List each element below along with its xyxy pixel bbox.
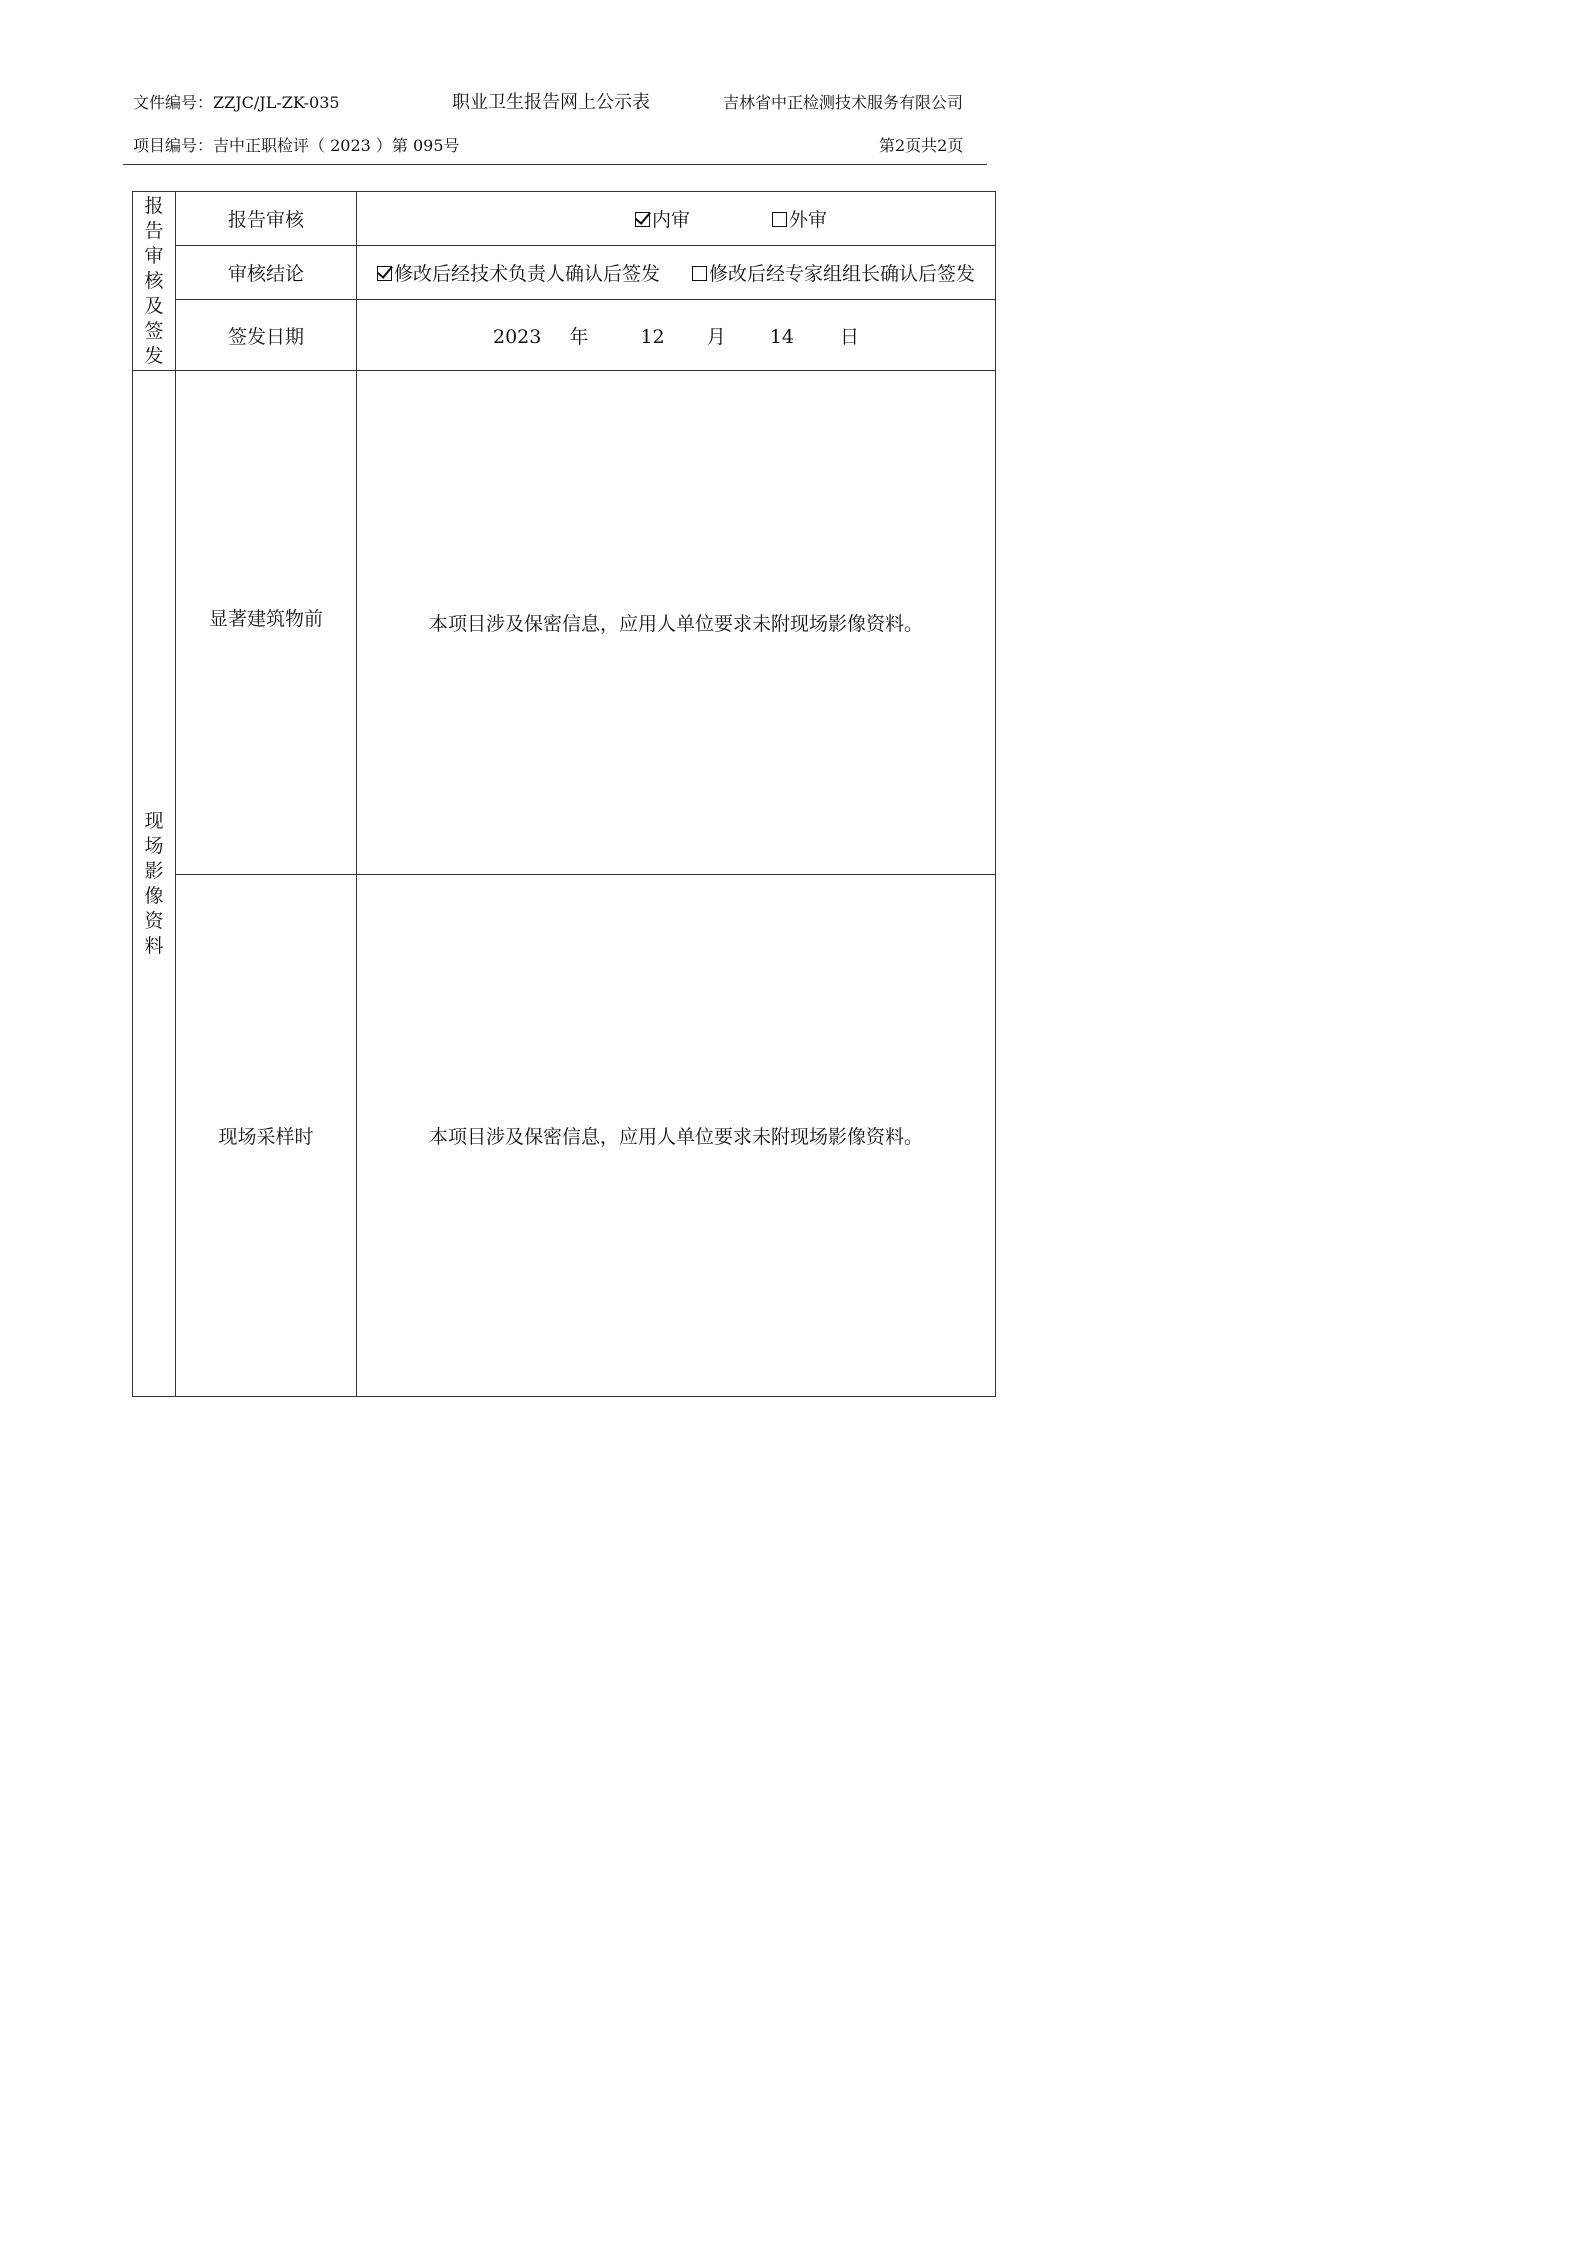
date-month-unit: 月	[706, 325, 726, 348]
issue-date-value	[357, 300, 996, 371]
expert-lead-option[interactable]	[692, 259, 975, 286]
date-day-unit: 日	[839, 325, 859, 348]
tech-lead-label: 修改后经技术负责人确认后签发	[393, 263, 660, 285]
report-review-label: 报告审核	[176, 192, 357, 246]
publicity-table	[132, 191, 996, 1397]
review-group-cell	[133, 192, 176, 371]
checked-checkbox-icon[interactable]	[377, 266, 392, 281]
issue-date-row	[133, 300, 996, 371]
internal-review-option[interactable]	[635, 205, 690, 232]
sampling-photo-notice: 本项目涉及保密信息，应用人单位要求未附现场影像资料。	[357, 875, 996, 1397]
date-year: 2023	[492, 325, 542, 348]
building-photo-notice: 本项目涉及保密信息，应用人单位要求未附现场影像资料。	[357, 371, 996, 875]
sampling-photo-row	[133, 875, 996, 1397]
page-info: 第2页共2页	[879, 136, 964, 155]
file-number: 文件编号：ZZJC/JL-ZK-035	[133, 93, 340, 112]
external-review-label: 外审	[789, 209, 828, 231]
review-conclusion-label: 审核结论	[176, 246, 357, 300]
tech-lead-option[interactable]	[377, 259, 660, 286]
header-divider	[123, 164, 987, 165]
document-title: 职业卫生报告网上公示表	[452, 92, 650, 113]
building-photo-label: 显著建筑物前	[176, 371, 357, 875]
building-photo-row	[133, 371, 996, 875]
issue-date-label: 签发日期	[176, 300, 357, 371]
review-conclusion-options	[357, 246, 996, 300]
report-review-options	[357, 192, 996, 246]
date-month: 12	[640, 325, 665, 348]
empty-checkbox-icon[interactable]	[692, 266, 707, 281]
project-number: 项目编号：吉中正职检评（ 2023 ）第 095号	[133, 136, 460, 155]
date-year-unit: 年	[569, 325, 589, 348]
image-group-cell	[133, 371, 176, 1397]
review-group-label: 报告审核及签发	[144, 194, 164, 367]
company-name: 吉林省中正检测技术服务有限公司	[723, 93, 964, 112]
checked-checkbox-icon[interactable]	[635, 212, 650, 227]
sampling-photo-label: 现场采样时	[176, 875, 357, 1397]
image-group-label: 现场影像资料	[144, 809, 164, 957]
external-review-option[interactable]	[772, 205, 827, 232]
review-conclusion-row	[133, 246, 996, 300]
expert-lead-label: 修改后经专家组组长确认后签发	[709, 263, 976, 285]
date-day: 14	[769, 325, 794, 348]
report-review-row	[133, 192, 996, 246]
internal-review-label: 内审	[651, 209, 690, 231]
empty-checkbox-icon[interactable]	[772, 212, 787, 227]
